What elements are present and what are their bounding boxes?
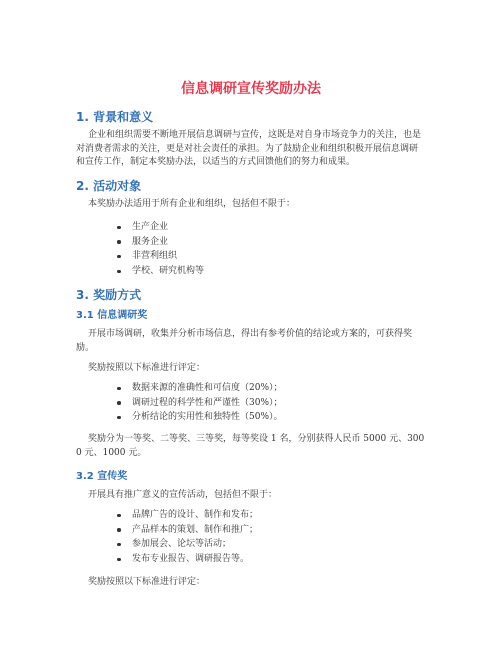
subsection-heading-research: 3.1 信息调研奖 — [76, 310, 148, 321]
publicity-criteria-intro: 奖励按照以下标准进行评定： — [88, 577, 206, 587]
bullet-icon — [117, 543, 121, 547]
section-heading-target: 2. 活动对象 — [76, 179, 142, 193]
bullet-icon — [117, 240, 121, 244]
list-item: 生产企业 — [102, 220, 204, 235]
list-item: 数据来源的准确性和可信度（20%）； — [102, 381, 283, 396]
bullet-icon — [117, 226, 121, 230]
bullet-icon — [117, 401, 121, 405]
list-item: 分析结论的实用性和独特性（50%）。 — [102, 410, 283, 425]
bullet-icon — [117, 416, 121, 420]
publicity-list — [102, 508, 258, 567]
bullet-icon — [117, 387, 121, 391]
bullet-icon — [117, 255, 121, 259]
bullet-icon — [117, 270, 121, 274]
section-paragraph-target: 本奖励办法适用于所有企业和组织，包括但不限于： — [88, 199, 296, 209]
list-item: 产品样本的策划、制作和推广； — [102, 523, 258, 538]
research-criteria-list — [102, 381, 283, 425]
target-list — [102, 220, 204, 279]
section-paragraph-background: 企业和组织需要不断地开展信息调研与宣传，这既是对自身市场竞争力的关注，也是对消费者需求的关注，更是对社会责任的承担。为了鼓励企业和组织积极开展信息调研和宣传工作，制定本奖励办法，以适当的方式回馈他们的努力和成果。 — [76, 130, 422, 167]
section-heading-rewards: 3. 奖励方式 — [76, 288, 142, 302]
publicity-paragraph: 开展具有推广意义的宣传活动，包括但不限于： — [88, 490, 278, 500]
subsection-heading-publicity: 3.2 宣传奖 — [76, 471, 128, 482]
list-item: 服务企业 — [102, 235, 204, 250]
research-paragraph: 开展市场调研，收集并分析市场信息，得出有参考价值的结论或方案的，可获得奖励。 — [76, 329, 413, 353]
document-title: 信息调研宣传奖励办法 — [181, 81, 321, 97]
list-item: 发布专业报告、调研报告等。 — [102, 552, 258, 567]
list-item: 学校、研究机构等 — [102, 264, 204, 279]
bullet-icon — [117, 514, 121, 518]
research-prize-paragraph: 奖励分为一等奖、二等奖、三等奖，每等奖设 1 名，分别获得人民币 5000 元、3000 元、1000 元。 — [76, 434, 425, 458]
research-criteria-intro: 奖励按照以下标准进行评定： — [88, 363, 206, 373]
list-item: 品牌广告的设计、制作和发布； — [102, 508, 258, 523]
section-heading-background: 1. 背景和意义 — [76, 110, 154, 124]
bullet-icon — [117, 528, 121, 532]
list-item: 非营利组织 — [102, 249, 204, 264]
list-item: 调研过程的科学性和严谨性（30%）； — [102, 396, 283, 411]
list-item: 参加展会、论坛等活动； — [102, 537, 258, 552]
bullet-icon — [117, 558, 121, 562]
